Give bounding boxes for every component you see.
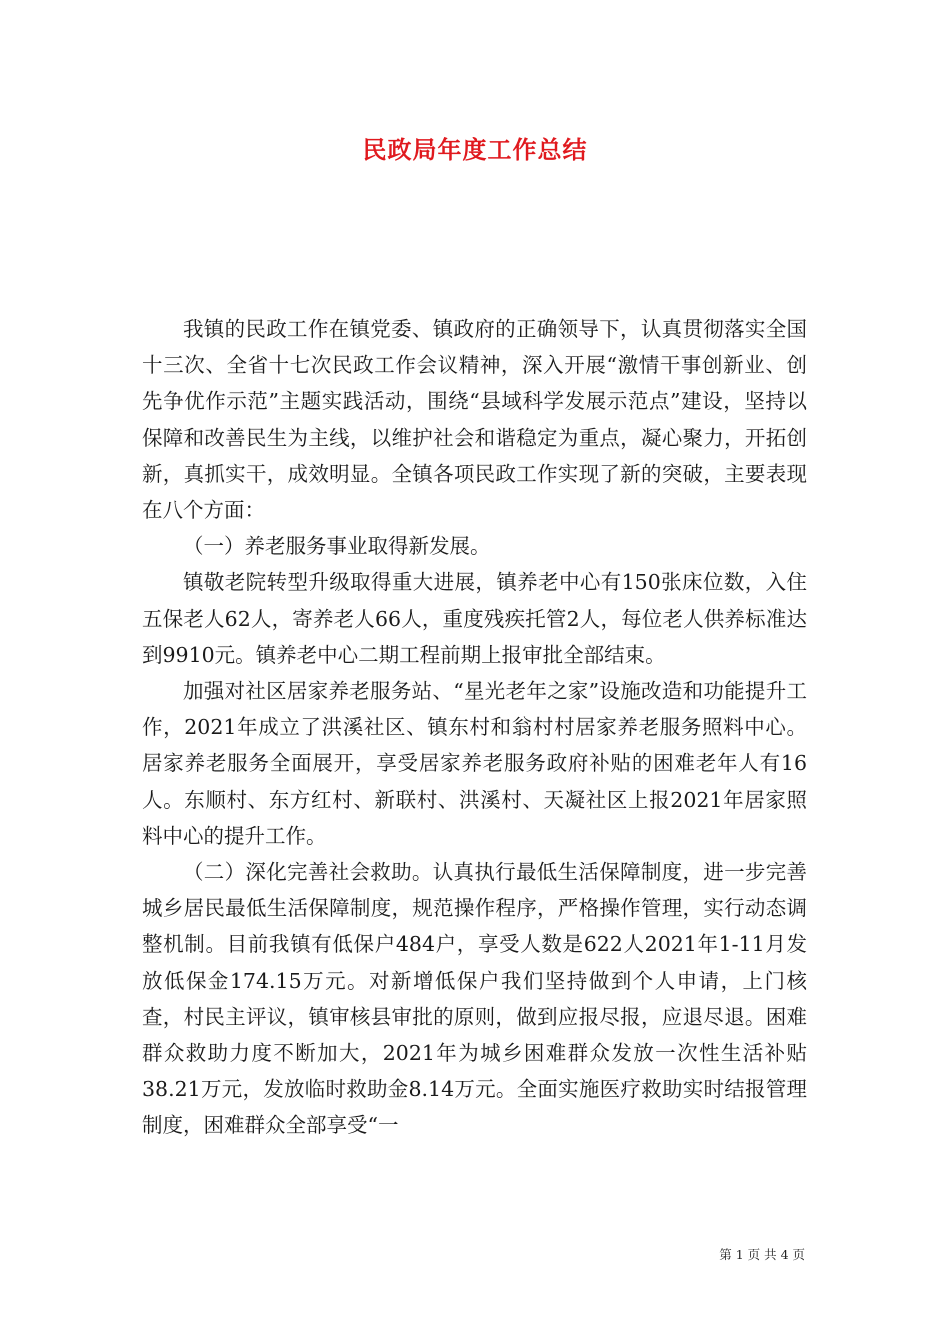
paragraph-intro: 我镇的民政工作在镇党委、镇政府的正确领导下，认真贯彻落实全国十三次、全省十七次民政工作会议精神，深入开展“激情干事创新业、创先争优作示范”主题实践活动，围绕“县域科学发展示范点”建设，坚持以保障和改善民生为主线，以维护社会和谐稳定为重点，凝心聚力，开拓创新，真抓实干，成效明显。全镇各项民政工作实现了新的突破，主要表现在八个方面： (142, 317, 807, 523)
paragraph-home-care: 加强对社区居家养老服务站、“星光老年之家”设施改造和功能提升工作，2021年成立了洪溪社区、镇东村和翁村村居家养老服务照料中心。居家养老服务全面展开，享受居家养老服务政府补贴的困难老年人有16人。东顺村、东方红村、新联村、洪溪村、天凝社区上报2021年居家照料中心的提升工作。 (142, 679, 807, 848)
document-title: 民政局年度工作总结 (362, 135, 588, 164)
page-number-footer: 第 1 页 共 4 页 (719, 1247, 805, 1262)
paragraph-elderly-center: 镇敬老院转型升级取得重大进展，镇养老中心有150张床位数，入住五保老人62人，寄养老人66人，重度残疾托管2人，每位老人供养标准达到9910元。镇养老中心二期工程前期上报审批全部结束。 (142, 570, 807, 667)
paragraph-social-assistance: （二）深化完善社会救助。认真执行最低生活保障制度，进一步完善城乡居民最低生活保障制度，规范操作程序，严格操作管理，实行动态调整机制。目前我镇有低保户484户，享受人数是622人2021年1-11月发放低保金174.15万元。对新增低保户我们坚持做到个人申请，上门核查，村民主评议，镇审核县审批的原则，做到应报尽报，应退尽退。困难群众救助力度不断加大，2021年为城乡困难群众发放一次性生活补贴38.21万元，发放临时救助金8.14万元。全面实施医疗救助实时结报管理制度，困难群众全部享受“一 (142, 860, 807, 1138)
document-body (142, 311, 807, 1144)
paragraph-section-1-heading: （一）养老服务事业取得新发展。 (183, 534, 491, 559)
